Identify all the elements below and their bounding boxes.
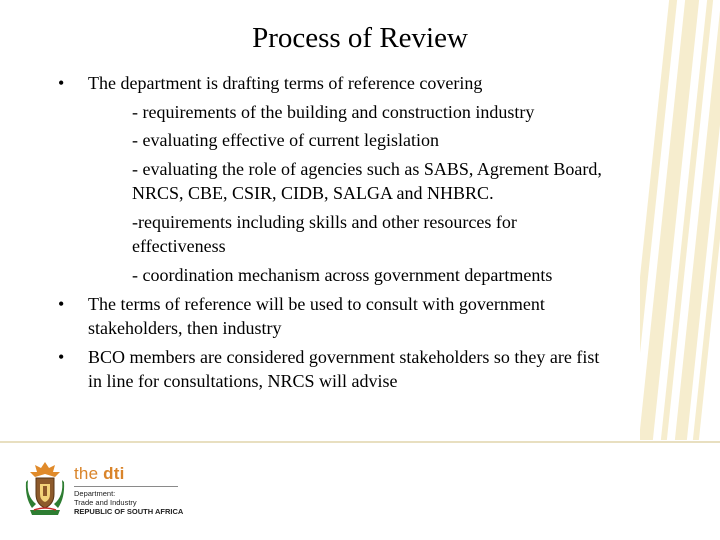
subitem: effectiveness: [132, 236, 226, 256]
slide-title: Process of Review: [252, 22, 468, 54]
bullet-text: The department is drafting terms of reference covering: [88, 73, 483, 93]
department-name: Trade and Industry: [74, 498, 137, 507]
bullet-text: BCO members are considered government stakeholders so they are fist: [88, 347, 600, 367]
logo-the: the: [74, 464, 104, 483]
bullet-text: stakeholders, then industry: [88, 318, 282, 338]
subitem: - coordination mechanism across government departments: [132, 265, 553, 285]
subitem: - requirements of the building and construction industry: [132, 102, 535, 122]
dti-logo-text: [74, 464, 125, 484]
subitem: - evaluating the role of agencies such as SABS, Agrement Board,: [132, 159, 602, 179]
subitem: NRCS, CBE, CSIR, CIDB, SALGA and NHBRC.: [132, 183, 494, 203]
bullet-glyph: •: [58, 73, 65, 93]
decorative-stripes: [640, 0, 720, 440]
logo-rule: [74, 486, 178, 487]
subitem: -requirements including skills and other resources for: [132, 212, 517, 232]
department-label: Department:: [74, 489, 116, 498]
coat-of-arms-icon: [22, 460, 68, 518]
bullet-text: The terms of reference will be used to consult with government: [88, 294, 545, 314]
bullet-glyph: •: [58, 347, 65, 367]
bullet-glyph: •: [58, 294, 65, 314]
country-name: REPUBLIC OF SOUTH AFRICA: [74, 507, 184, 516]
logo-dti: dti: [103, 464, 125, 483]
bullet-text: in line for consultations, NRCS will advise: [88, 371, 398, 391]
subitem: - evaluating effective of current legislation: [132, 130, 440, 150]
